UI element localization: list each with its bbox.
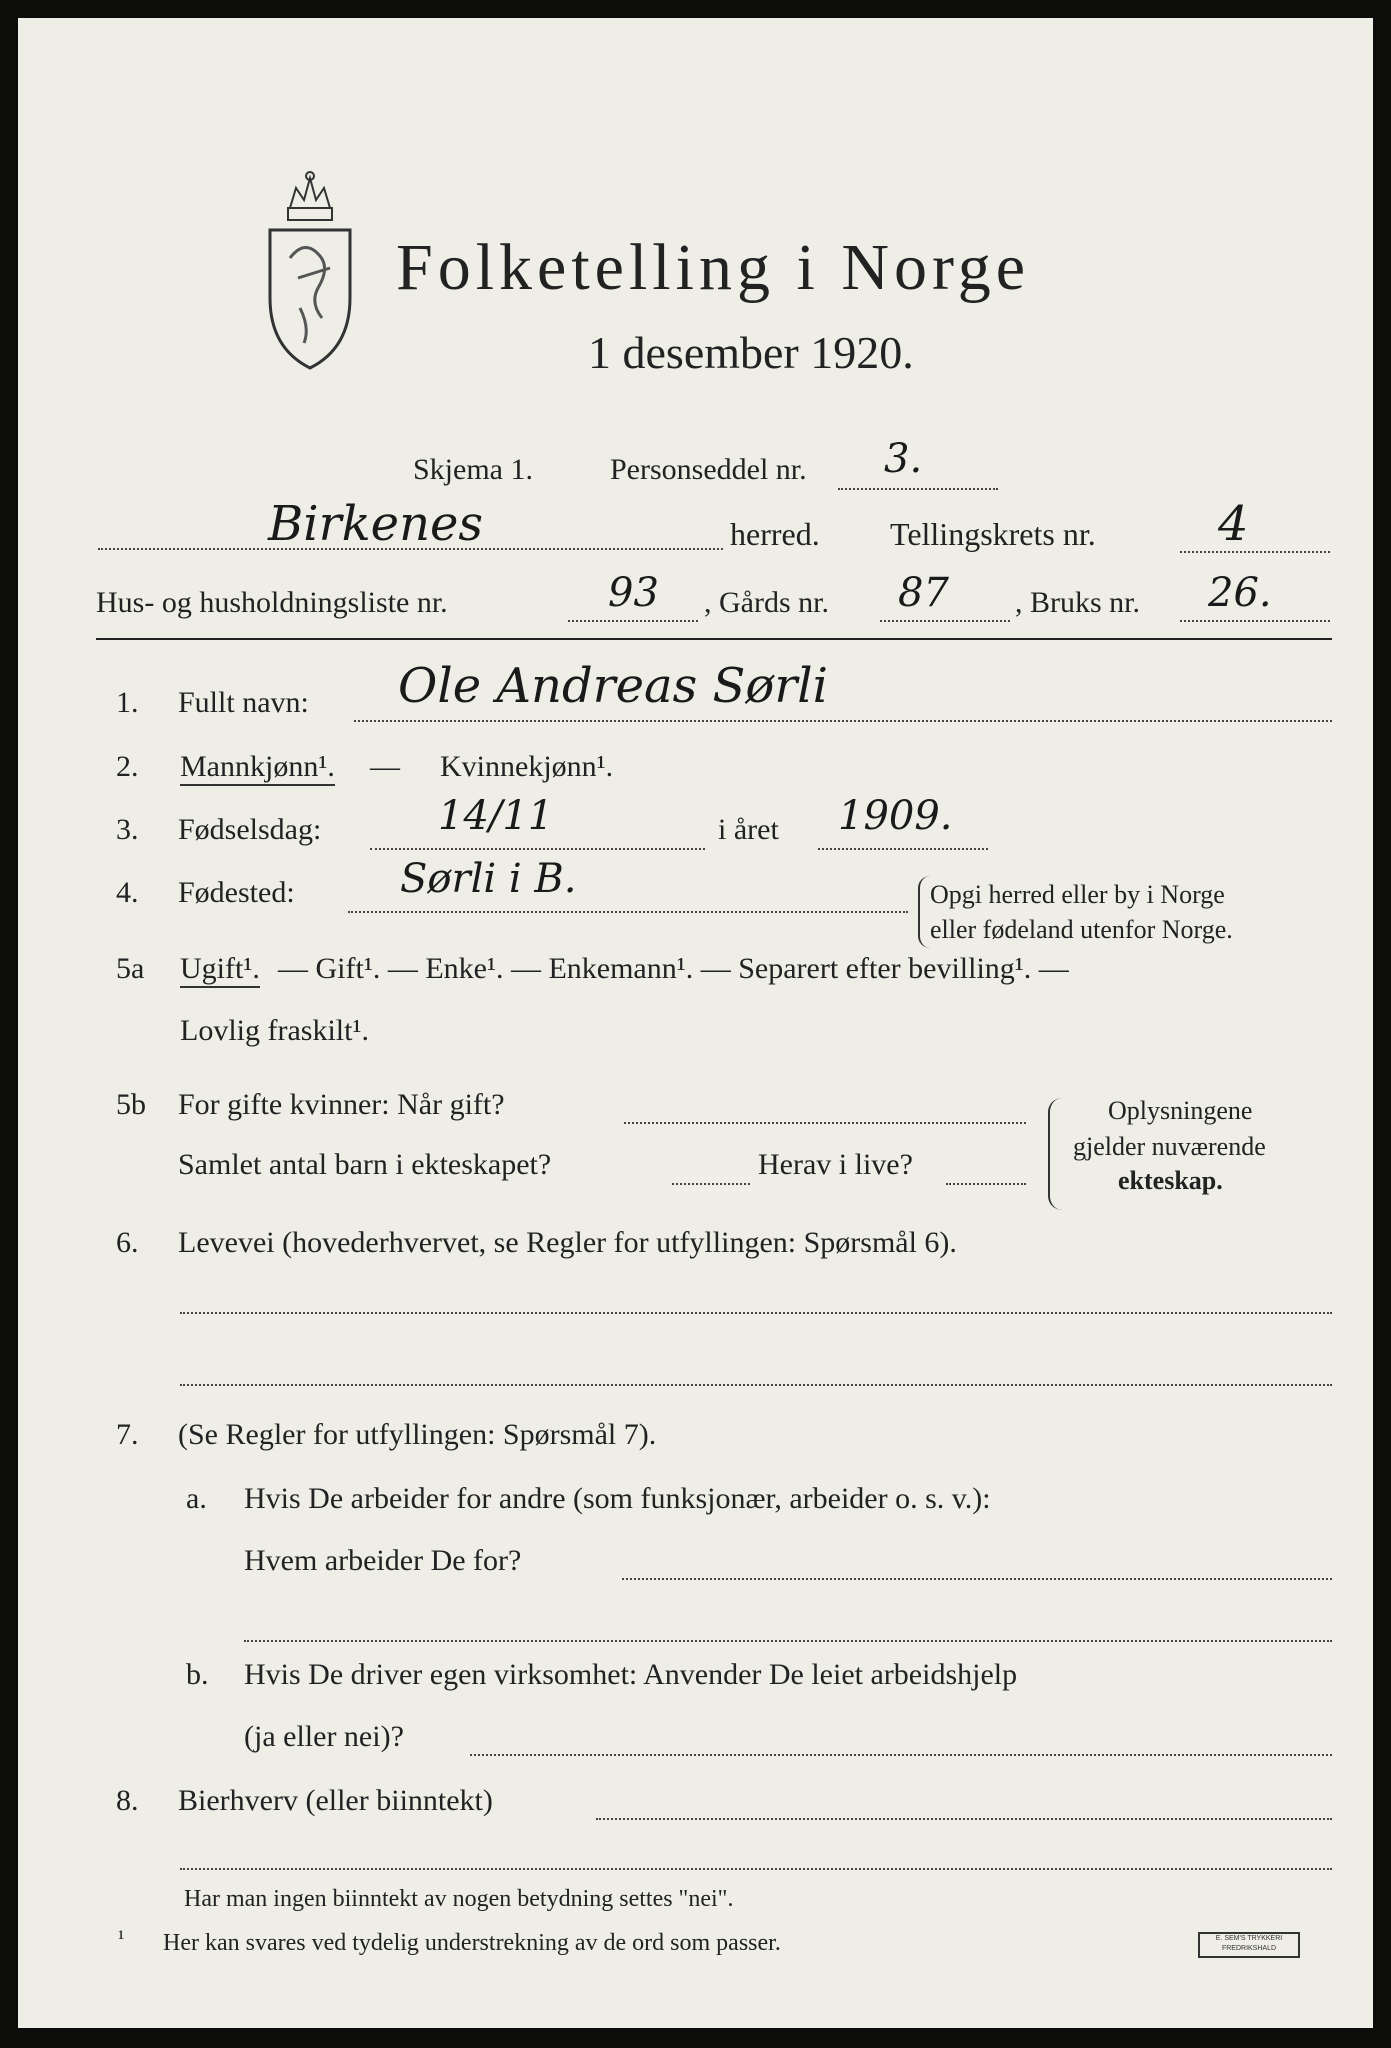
q4-note-brace — [918, 876, 930, 948]
footnote-mark: ¹ — [118, 1926, 125, 1950]
q5a-number: 5a — [116, 952, 145, 985]
husliste-label: Hus- og husholdningsliste nr. — [96, 586, 448, 619]
q5b-alive-label: Herav i live? — [758, 1148, 913, 1181]
q4-line — [348, 911, 908, 913]
form-title: Folketelling i Norge — [396, 231, 1031, 304]
husliste-line — [568, 620, 698, 622]
q5a-other-options: — Gift¹. — Enke¹. — Enkemann¹. — Separert efter bevilling¹. — — [278, 952, 1069, 985]
bruks-value: 26. — [1208, 570, 1272, 616]
q2-female-option: Kvinnekjønn¹. — [440, 750, 614, 783]
q7a-question: Hvem arbeider De for? — [244, 1544, 522, 1577]
q6-number: 6. — [116, 1226, 139, 1259]
q1-label: Fullt navn: — [178, 686, 309, 719]
q7a-line2 — [244, 1640, 1332, 1642]
q5a-ugift-option: Ugift¹. — [180, 952, 260, 988]
q7a-text: Hvis De arbeider for andre (som funksjonær, arbeider o. s. v.): — [244, 1482, 991, 1515]
printer-stamp: E. SEM'S TRYKKERI FREDRIKSHALD — [1198, 1932, 1300, 1958]
q7b-question: (ja eller nei)? — [244, 1720, 404, 1753]
header-divider — [96, 638, 1332, 640]
coat-of-arms-icon — [260, 168, 360, 378]
herred-value: Birkenes — [268, 496, 484, 552]
q7b-line — [470, 1754, 1332, 1756]
q3-year-line — [818, 848, 988, 850]
q7a-letter: a. — [186, 1482, 207, 1515]
q3-day-line — [370, 848, 705, 850]
herred-label: herred. — [730, 516, 820, 552]
q1-full-name: Ole Andreas Sørli — [398, 658, 828, 714]
gards-value: 87 — [898, 570, 949, 616]
tellingskrets-label: Tellingskrets nr. — [890, 516, 1096, 552]
q4-note-line1: Opgi herred eller by i Norge — [930, 880, 1225, 909]
q5b-children-label: Samlet antal barn i ekteskapet? — [178, 1148, 552, 1181]
q8-label: Bierhverv (eller biinntekt) — [178, 1784, 493, 1817]
gards-label: , Gårds nr. — [704, 586, 829, 619]
husliste-value: 93 — [608, 570, 659, 616]
q5b-label: For gifte kvinner: Når gift? — [178, 1088, 505, 1121]
q8-line2 — [180, 1868, 1332, 1870]
q3-number: 3. — [116, 813, 139, 846]
q6-line2 — [180, 1384, 1332, 1386]
q7-label: (Se Regler for utfyllingen: Spørsmål 7). — [178, 1418, 657, 1451]
q3-birth-year: 1909. — [838, 793, 953, 839]
q4-birthplace: Sørli i B. — [400, 856, 577, 902]
q5b-note-line2: gjelder nuværende — [1073, 1132, 1266, 1161]
q3-label: Fødselsdag: — [178, 813, 322, 846]
q4-number: 4. — [116, 876, 139, 909]
skjema-label: Skjema 1. — [413, 453, 533, 486]
personseddel-label: Personseddel nr. — [610, 453, 807, 486]
q5b-note-line3: ekteskap. — [1118, 1166, 1223, 1195]
q1-number: 1. — [116, 686, 139, 719]
q5b-note-brace — [1048, 1098, 1062, 1210]
q3-year-label: i året — [718, 813, 779, 846]
footnote-text: Her kan svares ved tydelig understrekning av de ord som passer. — [163, 1930, 781, 1956]
q2-number: 2. — [116, 750, 139, 783]
q8-number: 8. — [116, 1784, 139, 1817]
q7-number: 7. — [116, 1418, 139, 1451]
q6-line1 — [180, 1312, 1332, 1314]
q1-line — [354, 720, 1332, 722]
q2-male-option: Mannkjønn¹. — [180, 750, 335, 786]
q2-separator: — — [370, 750, 400, 783]
q5b-alive-line — [946, 1183, 1026, 1185]
tellingskrets-value: 4 — [1218, 496, 1249, 552]
bruks-label: , Bruks nr. — [1015, 586, 1141, 619]
q5b-when-line — [624, 1122, 1026, 1124]
q4-label: Fødested: — [178, 876, 295, 909]
form-date: 1 desember 1920. — [588, 327, 914, 378]
no-income-note: Har man ingen biinntekt av nogen betydning settes "nei". — [184, 1886, 734, 1912]
q5a-line2: Lovlig fraskilt¹. — [180, 1014, 369, 1047]
q7b-letter: b. — [186, 1658, 209, 1691]
q5b-children-line — [672, 1183, 750, 1185]
q4-note-line2: eller fødeland utenfor Norge. — [930, 915, 1233, 944]
gards-line — [880, 620, 1010, 622]
census-form-page — [18, 18, 1373, 2028]
bruks-line — [1180, 620, 1330, 622]
q7a-line — [622, 1578, 1332, 1580]
q3-birth-day: 14/11 — [438, 793, 554, 839]
q5b-number: 5b — [116, 1088, 146, 1121]
personseddel-value: 3. — [884, 436, 923, 482]
q7b-text: Hvis De driver egen virksomhet: Anvender De leiet arbeidshjelp — [244, 1658, 1018, 1691]
q5b-note-line1: Oplysningene — [1108, 1096, 1253, 1125]
q8-line1 — [596, 1818, 1332, 1820]
personseddel-line — [838, 488, 998, 490]
tellingskrets-line — [1180, 551, 1330, 553]
q6-label: Levevei (hovederhvervet, se Regler for utfyllingen: Spørsmål 6). — [178, 1226, 957, 1259]
